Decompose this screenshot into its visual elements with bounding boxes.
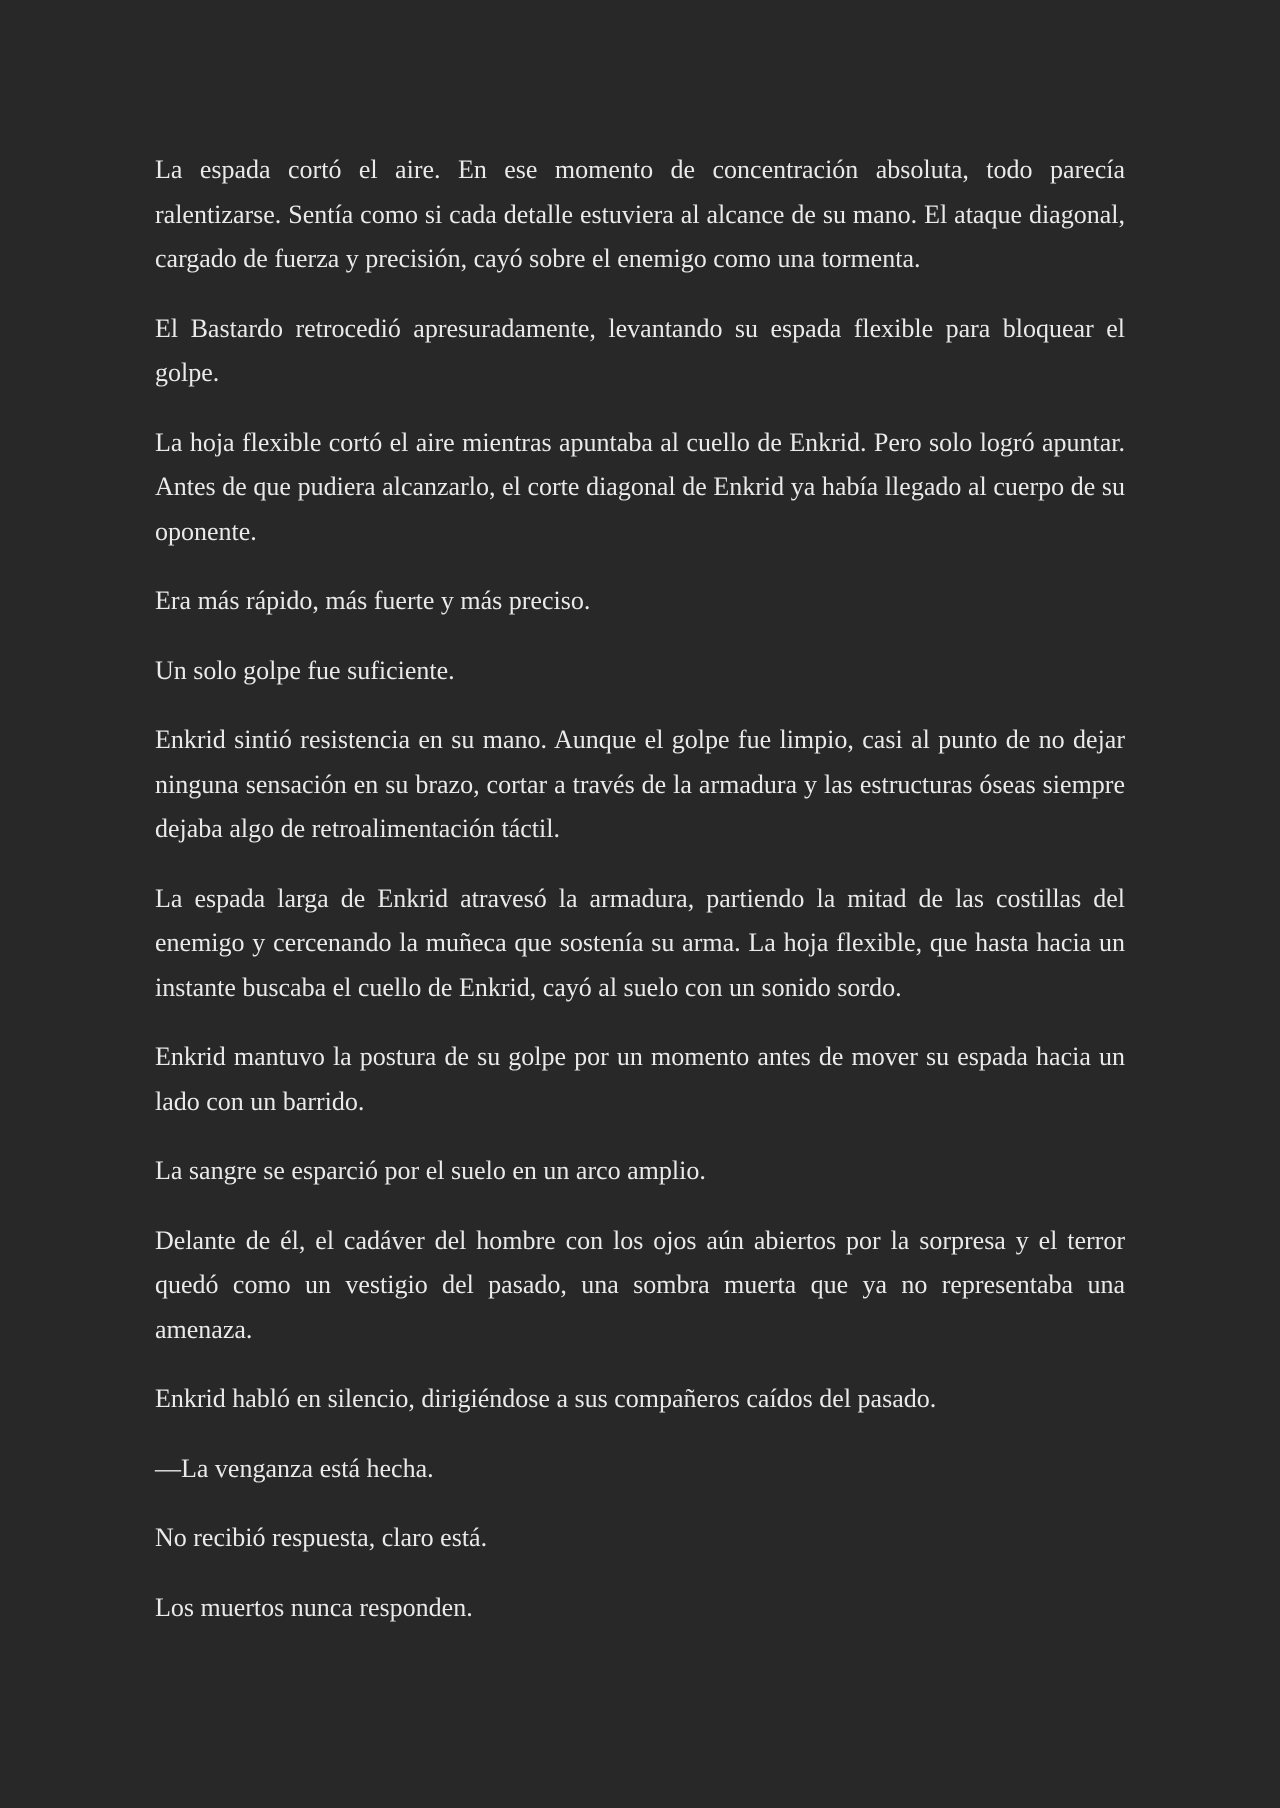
document-body	[155, 148, 1125, 1655]
paragraph: Era más rápido, más fuerte y más preciso.	[155, 586, 591, 615]
paragraph: La hoja flexible cortó el aire mientras apuntaba al cuello de Enkrid. Pero solo logró apuntar. Antes de que pudiera alcanzarlo, el corte diagonal de Enkrid ya había llegado al cuerpo de su oponente.	[155, 427, 1125, 546]
paragraph: La espada larga de Enkrid atravesó la armadura, partiendo la mitad de las costillas del enemigo y cercenando la muñeca que sostenía su arma. La hoja flexible, que hasta hacia un instante buscaba el cuello de Enkrid, cayó al suelo con un sonido sordo.	[155, 883, 1125, 1002]
paragraph: No recibió respuesta, claro está.	[155, 1523, 488, 1552]
paragraph: La sangre se esparció por el suelo en un arco amplio.	[155, 1156, 706, 1185]
paragraph: La espada cortó el aire. En ese momento de concentración absoluta, todo parecía ralentizarse. Sentía como si cada detalle estuviera al alcance de su mano. El ataque diagonal, cargado de fuerza y precisión, cayó sobre el enemigo como una tormenta.	[155, 155, 1125, 273]
paragraph: Los muertos nunca responden.	[155, 1592, 473, 1622]
paragraph: Un solo golpe fue suficiente.	[155, 655, 455, 685]
paragraph: Enkrid habló en silencio, dirigiéndose a sus compañeros caídos del pasado.	[155, 1384, 937, 1413]
paragraph: —La venganza está hecha.	[155, 1453, 434, 1483]
paragraph: Enkrid mantuvo la postura de su golpe por un momento antes de mover su espada hacia un lado con un barrido.	[155, 1042, 1125, 1116]
paragraph: Enkrid sintió resistencia en su mano. Aunque el golpe fue limpio, casi al punto de no dejar ninguna sensación en su brazo, cortar a través de la armadura y las estructuras óseas siempre dejaba algo de retroalimentación táctil.	[155, 725, 1125, 843]
paragraph: Delante de él, el cadáver del hombre con los ojos aún abiertos por la sorpresa y el terror quedó como un vestigio del pasado, una sombra muerta que ya no representaba una amenaza.	[155, 1225, 1125, 1344]
paragraph: El Bastardo retrocedió apresuradamente, levantando su espada flexible para bloquear el golpe.	[155, 313, 1125, 387]
